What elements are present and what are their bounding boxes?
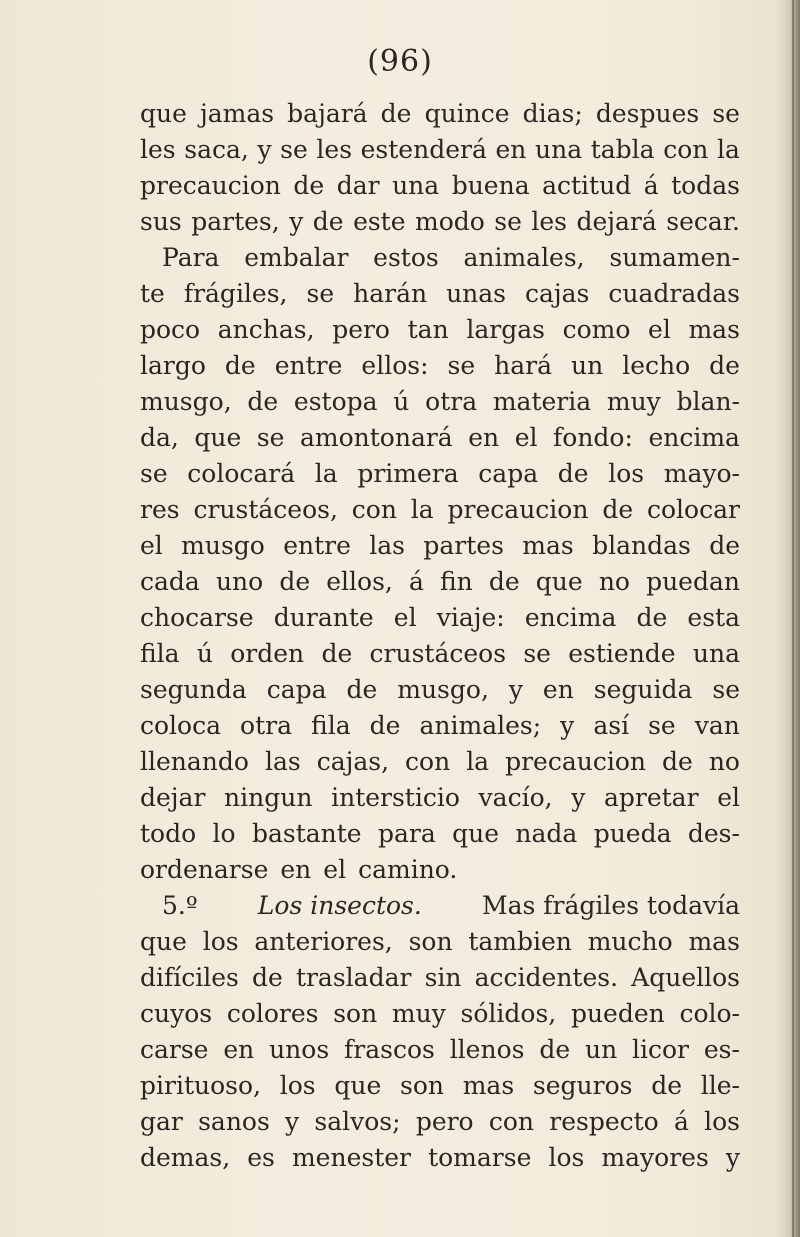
text-line: musgo, de estopa ú otra materia muy blan- (140, 387, 740, 416)
text-line: que los anteriores, son tambien mucho mas (140, 927, 740, 956)
body-text (140, 96, 740, 1176)
text-line: les saca, y se les estenderá en una tabla con la (140, 135, 740, 164)
text-line: dejar ningun intersticio vacío, y apretar el (140, 783, 740, 812)
text-line: cuyos colores son muy sólidos, pueden colo- (140, 999, 740, 1028)
text-line: carse en unos frascos llenos de un licor es- (140, 1035, 740, 1064)
text-line: cada uno de ellos, á fin de que no puedan (140, 567, 740, 596)
text-line: res crustáceos, con la precaucion de colocar (140, 495, 740, 524)
text-line (140, 888, 740, 924)
text-line: te frágiles, se harán unas cajas cuadradas (140, 279, 740, 308)
text-line: poco anchas, pero tan largas como el mas (140, 315, 740, 344)
page-edge-shadow (778, 0, 800, 1237)
paragraph-drying (140, 96, 740, 240)
text-line: precaucion de dar una buena actitud á todas (140, 171, 740, 200)
text-line: chocarse durante el viaje: encima de esta (140, 603, 740, 632)
text-line: ordenarse en el camino. (140, 855, 458, 884)
text-line: que jamas bajará de quince dias; despues se (140, 99, 740, 128)
text-line: pirituoso, los que son mas seguros de lle- (140, 1071, 740, 1100)
section-number: 5.º (162, 891, 198, 920)
page-number: (96) (367, 44, 433, 79)
text-line: el musgo entre las partes mas blandas de (140, 531, 740, 560)
text-line: llenando las cajas, con la precaucion de no (140, 747, 740, 776)
section-first-line: Mas frágiles todavía (482, 891, 740, 920)
text-line: todo lo bastante para que nada pueda des- (140, 819, 740, 848)
text-line: se colocará la primera capa de los mayo- (140, 459, 740, 488)
text-line: demas, es menester tomarse los mayores y (140, 1143, 740, 1172)
text-line: Para embalar estos animales, sumamen- (162, 243, 740, 272)
text-line: gar sanos y salvos; pero con respecto á los (140, 1107, 740, 1136)
text-line: fila ú orden de crustáceos se estiende una (140, 639, 740, 668)
text-line: largo de entre ellos: se hará un lecho de (140, 351, 740, 380)
text-line: difíciles de trasladar sin accidentes. Aquellos (140, 963, 740, 992)
section-title: Los insectos. (257, 891, 422, 920)
text-line: segunda capa de musgo, y en seguida se (140, 675, 740, 704)
paragraph-insects (140, 888, 740, 1176)
text-line: da, que se amontonará en el fondo: encima (140, 423, 740, 452)
paragraph-packing-crustaceans (140, 240, 740, 888)
text-line: sus partes, y de este modo se les dejará secar. (140, 207, 740, 236)
text-line: coloca otra fila de animales; y así se van (140, 711, 740, 740)
